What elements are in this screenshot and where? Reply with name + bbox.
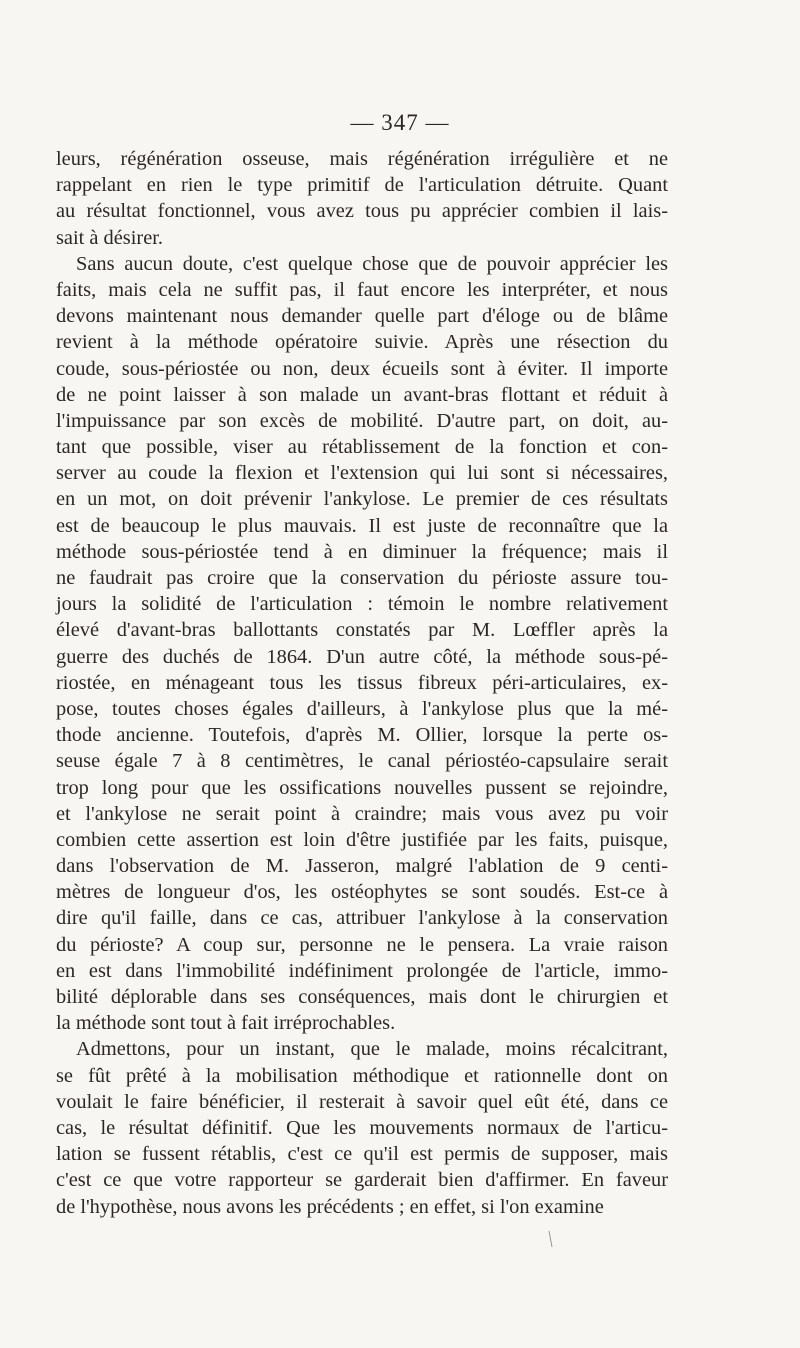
text-line: de ne point laisser à son malade un avant-bras flottant et réduit à xyxy=(56,383,668,406)
text-line: rappelant en rien le type primitif de l'articulation détruite. Quant xyxy=(56,174,668,197)
text-line: leurs, régénération osseuse, mais régénération irrégulière et ne xyxy=(56,148,668,170)
text-line: c'est ce que votre rapporteur se garderait bien d'affirmer. En faveur xyxy=(56,1169,668,1192)
paragraph xyxy=(56,251,668,1037)
text-line: du périoste? A coup sur, personne ne le pensera. La vraie raison xyxy=(56,933,668,956)
text-line: bilité déplorable dans ses conséquences, mais dont le chirurgien et xyxy=(56,986,668,1008)
body-text xyxy=(56,146,668,1220)
text-line: au résultat fonctionnel, vous avez tous pu apprécier combien il lais- xyxy=(56,200,668,223)
pencil-mark-icon xyxy=(548,1230,550,1246)
text-line: seuse égale 7 à 8 centimètres, le canal périostéo-capsulaire serait xyxy=(56,750,668,773)
text-line: mètres de longueur d'os, les ostéophytes se sont soudés. Est-ce à xyxy=(56,881,668,904)
text-line: cas, le résultat définitif. Que les mouvements normaux de l'articu- xyxy=(56,1116,668,1139)
text-line: Admettons, pour un instant, que le malade, moins récalcitrant, xyxy=(76,1038,668,1061)
text-line: dire qu'il faille, dans ce cas, attribuer l'ankylose à la conservation xyxy=(56,907,668,930)
text-line: jours la solidité de l'articulation : témoin le nombre relativement xyxy=(56,593,668,616)
text-line: devons maintenant nous demander quelle part d'éloge ou de blâme xyxy=(56,305,668,328)
text-line: guerre des duchés de 1864. D'un autre côté, la méthode sous-pé- xyxy=(56,645,668,668)
text-line: server au coude la flexion et l'extension qui lui sont si nécessaires, xyxy=(56,462,668,485)
text-line: lation se fussent rétablis, c'est ce qu'il est permis de supposer, mais xyxy=(56,1143,668,1166)
text-line: l'impuissance par son excès de mobilité. D'autre part, on doit, au- xyxy=(56,409,668,432)
text-line: faits, mais cela ne suffit pas, il faut encore les interpréter, et nous xyxy=(56,278,668,301)
text-line: dans l'observation de M. Jasseron, malgré l'ablation de 9 centi- xyxy=(56,855,668,878)
page-number: — 347 — xyxy=(350,110,450,135)
text-line: sait à désirer. xyxy=(56,226,164,249)
text-line: de l'hypothèse, nous avons les précédents ; en effet, si l'on examine xyxy=(56,1195,604,1218)
text-line: riostée, en ménageant tous les tissus fibreux péri-articulaires, ex- xyxy=(56,671,668,694)
text-line: tant que possible, viser au rétablissement de la fonction et con- xyxy=(56,436,668,459)
text-line: ne faudrait pas croire que la conservation du périoste assure tou- xyxy=(56,567,668,589)
text-line: thode ancienne. Toutefois, d'après M. Ollier, lorsque la perte os- xyxy=(56,724,668,747)
paragraph xyxy=(56,1036,668,1219)
text-line: pose, toutes choses égales d'ailleurs, à l'ankylose plus que la mé- xyxy=(56,697,668,720)
text-line: en un mot, on doit prévenir l'ankylose. Le premier de ces résultats xyxy=(56,488,668,511)
text-line: la méthode sont tout à fait irréprochables. xyxy=(56,1012,396,1035)
text-line: coude, sous-périostée ou non, deux écueils sont à éviter. Il importe xyxy=(56,357,668,380)
text-line: voulait le faire bénéficier, il resterait à savoir quel eût été, dans ce xyxy=(56,1090,668,1113)
text-line: est de beaucoup le plus mauvais. Il est juste de reconnaître que la xyxy=(56,514,668,537)
text-line: et l'ankylose ne serait point à craindre; mais vous avez pu voir xyxy=(56,802,668,825)
paragraph xyxy=(56,146,668,251)
text-line: trop long pour que les ossifications nouvelles pussent se rejoindre, xyxy=(56,776,668,799)
text-line: combien cette assertion est loin d'être justifiée par les faits, puisque, xyxy=(56,828,668,851)
text-line: élevé d'avant-bras ballottants constatés par M. Lœffler après la xyxy=(56,619,668,642)
text-line: se fût prêté à la mobilisation méthodique et rationnelle dont on xyxy=(56,1064,668,1087)
text-line: Sans aucun doute, c'est quelque chose que de pouvoir apprécier les xyxy=(76,252,668,275)
text-line: en est dans l'immobilité indéfiniment prolongée de l'article, immo- xyxy=(56,959,668,982)
text-line: revient à la méthode opératoire suivie. Après une résection du xyxy=(56,331,668,354)
text-line: méthode sous-périostée tend à en diminuer la fréquence; mais il xyxy=(56,540,668,563)
